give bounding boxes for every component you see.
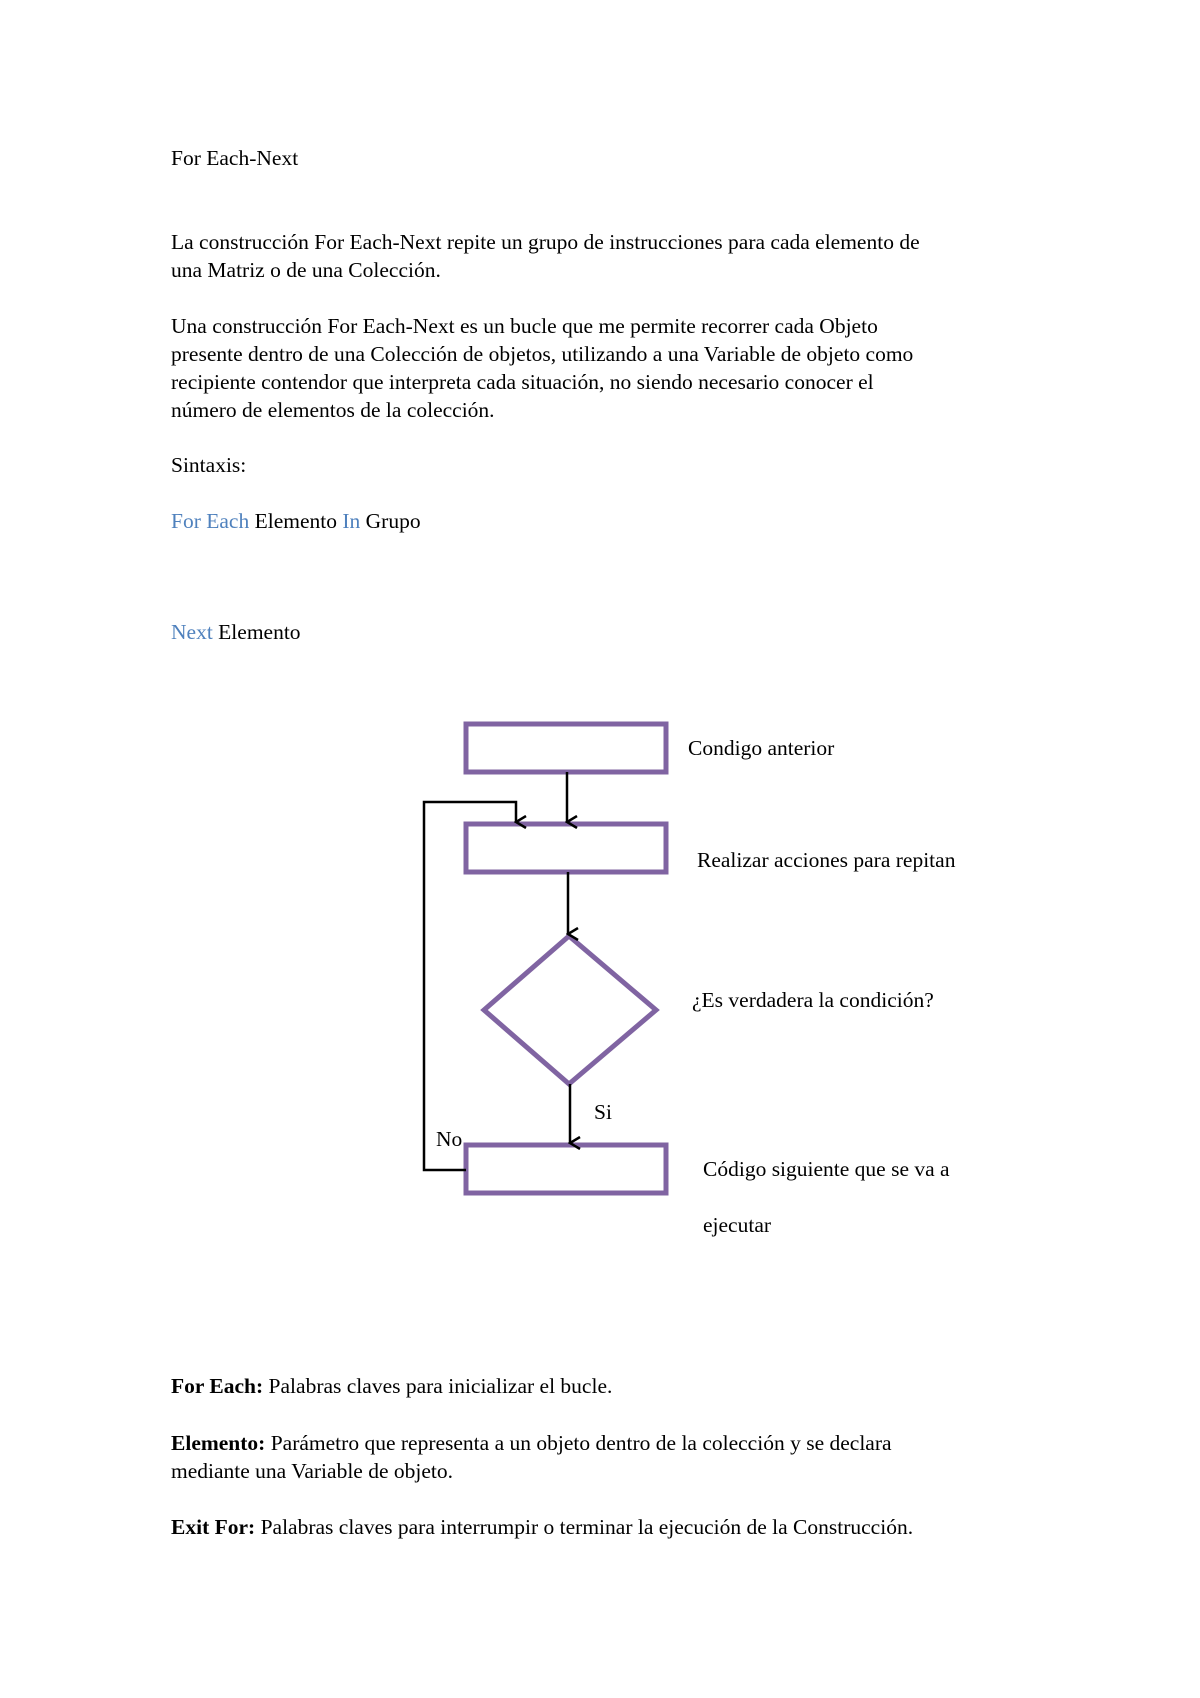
paragraph-line: número de elementos de la colección. bbox=[171, 398, 495, 422]
definition-text: Palabras claves para inicializar el bucle. bbox=[263, 1374, 613, 1398]
label-yes: Si bbox=[594, 1100, 612, 1124]
syntax-label: Sintaxis: bbox=[171, 453, 247, 477]
syntax-text: Grupo bbox=[360, 509, 421, 533]
definition-text: Palabras claves para interrumpir o terminar la ejecución de la Construcción. bbox=[255, 1515, 914, 1539]
document-title: For Each-Next bbox=[171, 146, 299, 170]
label-next-code-cont: ejecutar bbox=[703, 1213, 772, 1237]
definition-for-each bbox=[171, 1372, 612, 1400]
loop-back-arrow bbox=[424, 802, 516, 1170]
keyword-in: In bbox=[342, 509, 361, 533]
decision-diamond bbox=[484, 936, 656, 1084]
keyword-next: Next bbox=[171, 620, 213, 644]
paragraph-line: Una construcción For Each-Next es un bucle que me permite recorrer cada Objeto bbox=[171, 314, 878, 338]
definition-elemento-cont: mediante una Variable de objeto. bbox=[171, 1459, 453, 1483]
label-condition: ¿Es verdadera la condición? bbox=[692, 988, 934, 1012]
flowchart-arrows bbox=[424, 772, 570, 1170]
paragraph-line: presente dentro de una Colección de objetos, utilizando a una Variable de objeto como bbox=[171, 342, 914, 366]
label-previous-code: Condigo anterior bbox=[688, 736, 835, 760]
label-no: No bbox=[436, 1127, 463, 1151]
label-next-code: Código siguiente que se va a bbox=[703, 1157, 950, 1181]
definition-term: Elemento: bbox=[171, 1431, 266, 1455]
process-box-next bbox=[466, 1145, 666, 1193]
keyword-for-each: For Each bbox=[171, 509, 250, 533]
syntax-text: Elemento bbox=[212, 620, 301, 644]
definition-term: Exit For: bbox=[171, 1515, 256, 1539]
definition-exit-for bbox=[171, 1513, 913, 1541]
process-box-actions bbox=[466, 824, 666, 872]
paragraph-line: una Matriz o de una Colección. bbox=[171, 258, 441, 282]
process-box-previous bbox=[466, 724, 666, 772]
paragraph-line: La construcción For Each-Next repite un grupo de instrucciones para cada elemento de bbox=[171, 230, 920, 254]
definition-term: For Each: bbox=[171, 1374, 264, 1398]
label-repeat-actions: Realizar acciones para repitan bbox=[697, 848, 956, 872]
definition-text: Parámetro que representa a un objeto dentro de la colección y se declara bbox=[265, 1431, 892, 1455]
paragraph-line: recipiente contendor que interpreta cada situación, no siendo necesario conocer el bbox=[171, 370, 874, 394]
definition-elemento bbox=[171, 1429, 892, 1457]
syntax-text: Elemento bbox=[249, 509, 343, 533]
